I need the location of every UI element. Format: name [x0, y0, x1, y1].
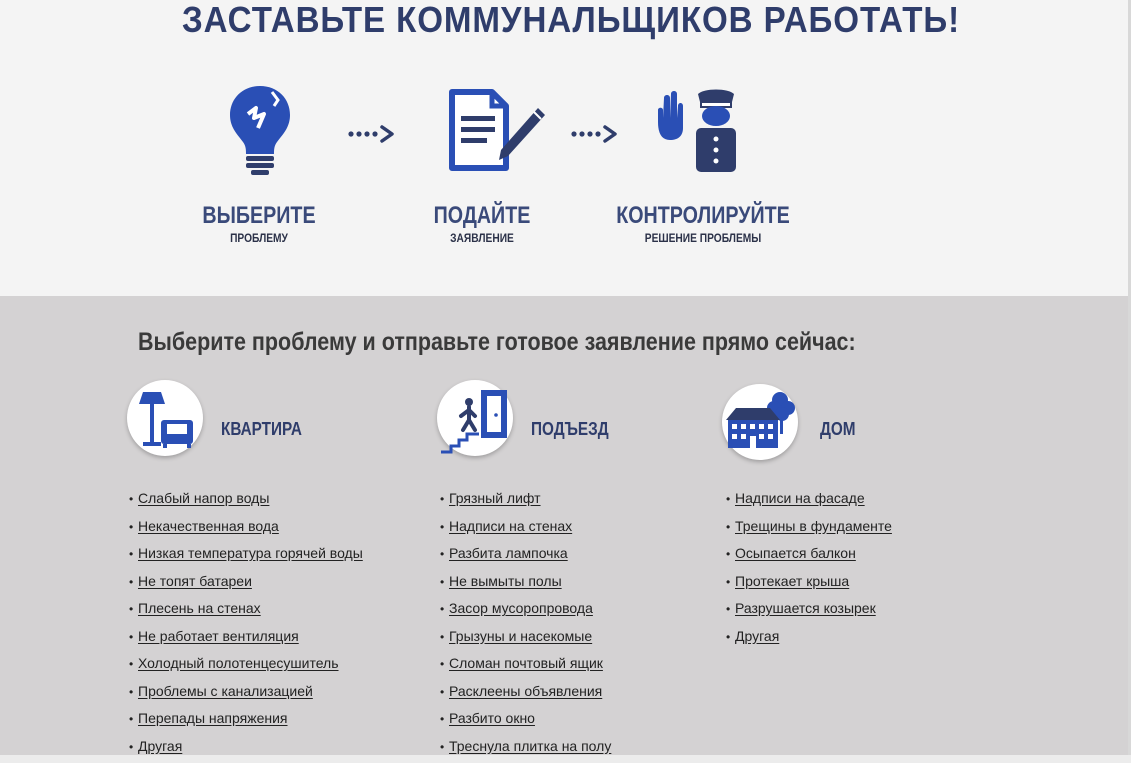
problem-link[interactable]: Другая — [735, 628, 779, 644]
list-item: • Грязный лифт — [440, 488, 611, 516]
step-2-title: ПОДАЙТЕ — [425, 202, 540, 230]
problem-link[interactable]: Другая — [138, 738, 182, 754]
step-3-title: КОНТРОЛИРУЙТЕ — [613, 202, 793, 230]
list-item: • Надписи на фасаде — [726, 488, 892, 516]
policeman-icon — [654, 84, 746, 176]
problem-link[interactable]: Расклеены объявления — [449, 683, 602, 699]
list-item: • Перепады напряжения — [129, 708, 363, 736]
category-house-list — [726, 488, 892, 653]
step-3-subtitle: РЕШЕНИЕ ПРОБЛЕМЫ — [610, 231, 797, 245]
problem-link[interactable]: Слабый напор воды — [138, 490, 269, 506]
step-1-title: ВЫБЕРИТЕ — [202, 202, 317, 230]
problem-link[interactable]: Сломан почтовый ящик — [449, 655, 603, 671]
list-item: • Холодный полотенцесушитель — [129, 653, 363, 681]
house-tree-icon — [722, 384, 798, 460]
list-item: • Низкая температура горячей воды — [129, 543, 363, 571]
problem-link[interactable]: Надписи на стенах — [449, 518, 572, 534]
category-house-circle[interactable] — [722, 384, 798, 460]
list-item: • Не работает вентиляция — [129, 626, 363, 654]
problem-link[interactable]: Перепады напряжения — [138, 710, 288, 726]
apartment-lamp-armchair-icon — [127, 380, 203, 456]
problem-link[interactable]: Не топят батареи — [138, 573, 252, 589]
problem-link[interactable]: Грязный лифт — [449, 490, 541, 506]
list-item: • Треснула плитка на полу — [440, 736, 611, 763]
list-item: • Протекает крыша — [726, 571, 892, 599]
list-item: • Плесень на стенах — [129, 598, 363, 626]
document-pen-icon — [448, 88, 550, 172]
lightbulb-icon — [228, 84, 292, 176]
list-item: • Не вымыты полы — [440, 571, 611, 599]
section-title: Выберите проблему и отправьте готовое заявление прямо сейчас: — [138, 326, 792, 358]
list-item: • Разрушается козырек — [726, 598, 892, 626]
page-headline: ЗАСТАВЬТЕ КОММУНАЛЬЩИКОВ РАБОТАТЬ! — [182, 0, 789, 42]
category-apartment-list — [129, 488, 363, 763]
problem-link[interactable]: Некачественная вода — [138, 518, 279, 534]
problem-link[interactable]: Засор мусоропровода — [449, 600, 593, 616]
list-item: • Проблемы с канализацией — [129, 681, 363, 709]
list-item: • Разбито окно — [440, 708, 611, 736]
list-item: • Засор мусоропровода — [440, 598, 611, 626]
list-item: • Сломан почтовый ящик — [440, 653, 611, 681]
problem-link[interactable]: Разбито окно — [449, 710, 535, 726]
step-1-subtitle: ПРОБЛЕМУ — [200, 231, 319, 245]
problem-link[interactable]: Не вымыты полы — [449, 573, 562, 589]
list-item: • Грызуны и насекомые — [440, 626, 611, 654]
problem-link[interactable]: Холодный полотенцесушитель — [138, 655, 339, 671]
category-apartment-circle[interactable] — [127, 380, 203, 456]
problem-link[interactable]: Протекает крыша — [735, 573, 849, 589]
list-item: • Разбита лампочка — [440, 543, 611, 571]
category-entrance-circle[interactable] — [437, 380, 513, 456]
list-item: • Не топят батареи — [129, 571, 363, 599]
hero-section — [0, 0, 1131, 296]
list-item: • Расклеены объявления — [440, 681, 611, 709]
problem-link[interactable]: Разрушается козырек — [735, 600, 876, 616]
problem-link[interactable]: Плесень на стенах — [138, 600, 261, 616]
problem-link[interactable]: Грызуны и насекомые — [449, 628, 592, 644]
dotted-arrow-icon — [571, 124, 619, 144]
problem-link[interactable]: Проблемы с канализацией — [138, 683, 313, 699]
list-item: • Другая — [129, 736, 363, 763]
list-item: • Надписи на стенах — [440, 516, 611, 544]
list-item: • Другая — [726, 626, 892, 654]
entrance-stairs-icon — [437, 380, 513, 456]
list-item: • Осыпается балкон — [726, 543, 892, 571]
dotted-arrow-icon — [348, 124, 396, 144]
problem-link[interactable]: Разбита лампочка — [449, 545, 568, 561]
list-item: • Некачественная вода — [129, 516, 363, 544]
problem-link[interactable]: Трещины в фундаменте — [735, 518, 892, 534]
category-house-label[interactable]: ДОМ — [820, 418, 856, 440]
problem-link[interactable]: Низкая температура горячей воды — [138, 545, 363, 561]
problem-link[interactable]: Надписи на фасаде — [735, 490, 865, 506]
step-2-subtitle: ЗАЯВЛЕНИЕ — [423, 231, 542, 245]
category-apartment-label[interactable]: КВАРТИРА — [221, 418, 302, 440]
list-item: • Трещины в фундаменте — [726, 516, 892, 544]
list-item: • Слабый напор воды — [129, 488, 363, 516]
problem-link[interactable]: Не работает вентиляция — [138, 628, 299, 644]
problem-link[interactable]: Осыпается балкон — [735, 545, 856, 561]
category-entrance-label[interactable]: ПОДЪЕЗД — [531, 418, 609, 440]
problem-link[interactable]: Треснула плитка на полу — [449, 738, 611, 754]
category-entrance-list — [440, 488, 611, 763]
